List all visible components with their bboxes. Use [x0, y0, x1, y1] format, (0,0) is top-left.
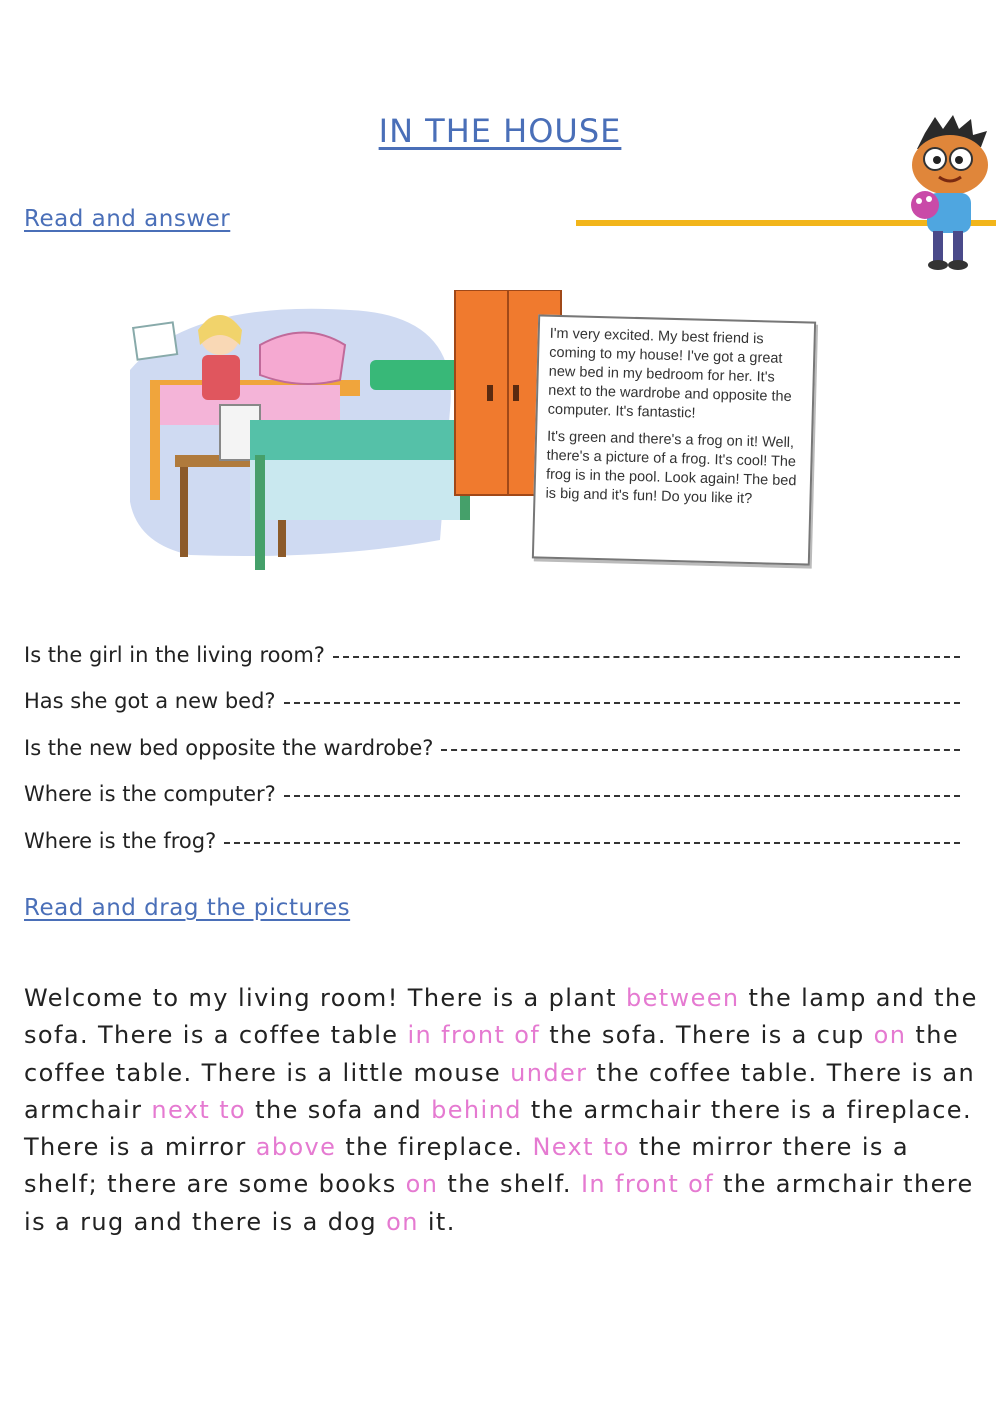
mascot-illustration: [895, 115, 1000, 275]
answer-line[interactable]: [224, 842, 960, 844]
reading-text-box: [532, 314, 816, 565]
preposition-highlight: under: [510, 1058, 588, 1087]
question-text: Has she got a new bed?: [24, 689, 276, 713]
reading-paragraph-1: I'm very excited. My best friend is coming to my house! I've got a great new bed in my bedroom for her. It's next to the wardrobe and opposite the computer. It's fantastic!: [547, 325, 792, 422]
question-text: Is the new bed opposite the wardrobe?: [24, 735, 434, 760]
question-row-5: [24, 806, 960, 853]
passage-text: the coffee table. There is a little mouse: [24, 1021, 959, 1087]
reading-paragraph-2: It's green and there's a frog on it! Well, there's a picture of a frog. It's cool! The frog is in the pool. Look again! The bed is big and it's fun! Do you like it?: [545, 428, 797, 508]
passage-text: the armchair there is a rug and there is a dog: [24, 1170, 974, 1236]
section-heading-read-and-drag: Read and drag the pictures: [24, 895, 351, 921]
passage-text: it.: [418, 1207, 456, 1236]
passage-text: the shelf.: [438, 1170, 581, 1199]
answer-line[interactable]: [441, 749, 960, 751]
question-text: Where is the computer?: [24, 782, 276, 806]
preposition-highlight: on: [405, 1170, 439, 1199]
question-row-1: [24, 620, 960, 667]
preposition-highlight: In front of: [580, 1170, 715, 1199]
preposition-highlight: on: [386, 1207, 419, 1236]
preposition-highlight: between: [625, 984, 740, 1012]
question-text: Where is the frog?: [24, 828, 217, 853]
question-row-4: [24, 760, 960, 807]
question-list: [24, 620, 960, 853]
passage-text: the sofa and: [246, 1095, 432, 1124]
passage-text: the mirror there is a shelf; there are some books: [24, 1133, 909, 1199]
answer-line[interactable]: [333, 656, 960, 658]
preposition-highlight: above: [255, 1133, 337, 1162]
passage-text: the lamp and the sofa. There is a coffee table: [24, 984, 978, 1050]
answer-line[interactable]: [284, 702, 960, 704]
answer-line[interactable]: [284, 795, 960, 797]
passage-text: the coffee table. There is an armchair: [24, 1058, 976, 1124]
living-room-passage: [24, 980, 980, 1241]
page-title: IN THE HOUSE: [378, 112, 622, 150]
passage-text: the armchair there is a fireplace. There is a mirror: [24, 1095, 972, 1162]
preposition-highlight: next to: [151, 1095, 247, 1124]
preposition-highlight: Next to: [532, 1133, 630, 1162]
passage-text: the sofa. There is a cup: [540, 1021, 874, 1050]
passage-text: Welcome to my living room! There is a plant: [24, 984, 626, 1012]
preposition-highlight: behind: [431, 1095, 522, 1124]
question-row-2: [24, 667, 960, 714]
preposition-highlight: on: [873, 1021, 907, 1050]
question-text: Is the girl in the living room?: [24, 642, 325, 667]
preposition-highlight: in front of: [407, 1021, 541, 1050]
question-row-3: [24, 713, 960, 760]
section-heading-read-and-answer: Read and answer: [24, 206, 231, 232]
passage-text: the fireplace.: [336, 1133, 533, 1162]
